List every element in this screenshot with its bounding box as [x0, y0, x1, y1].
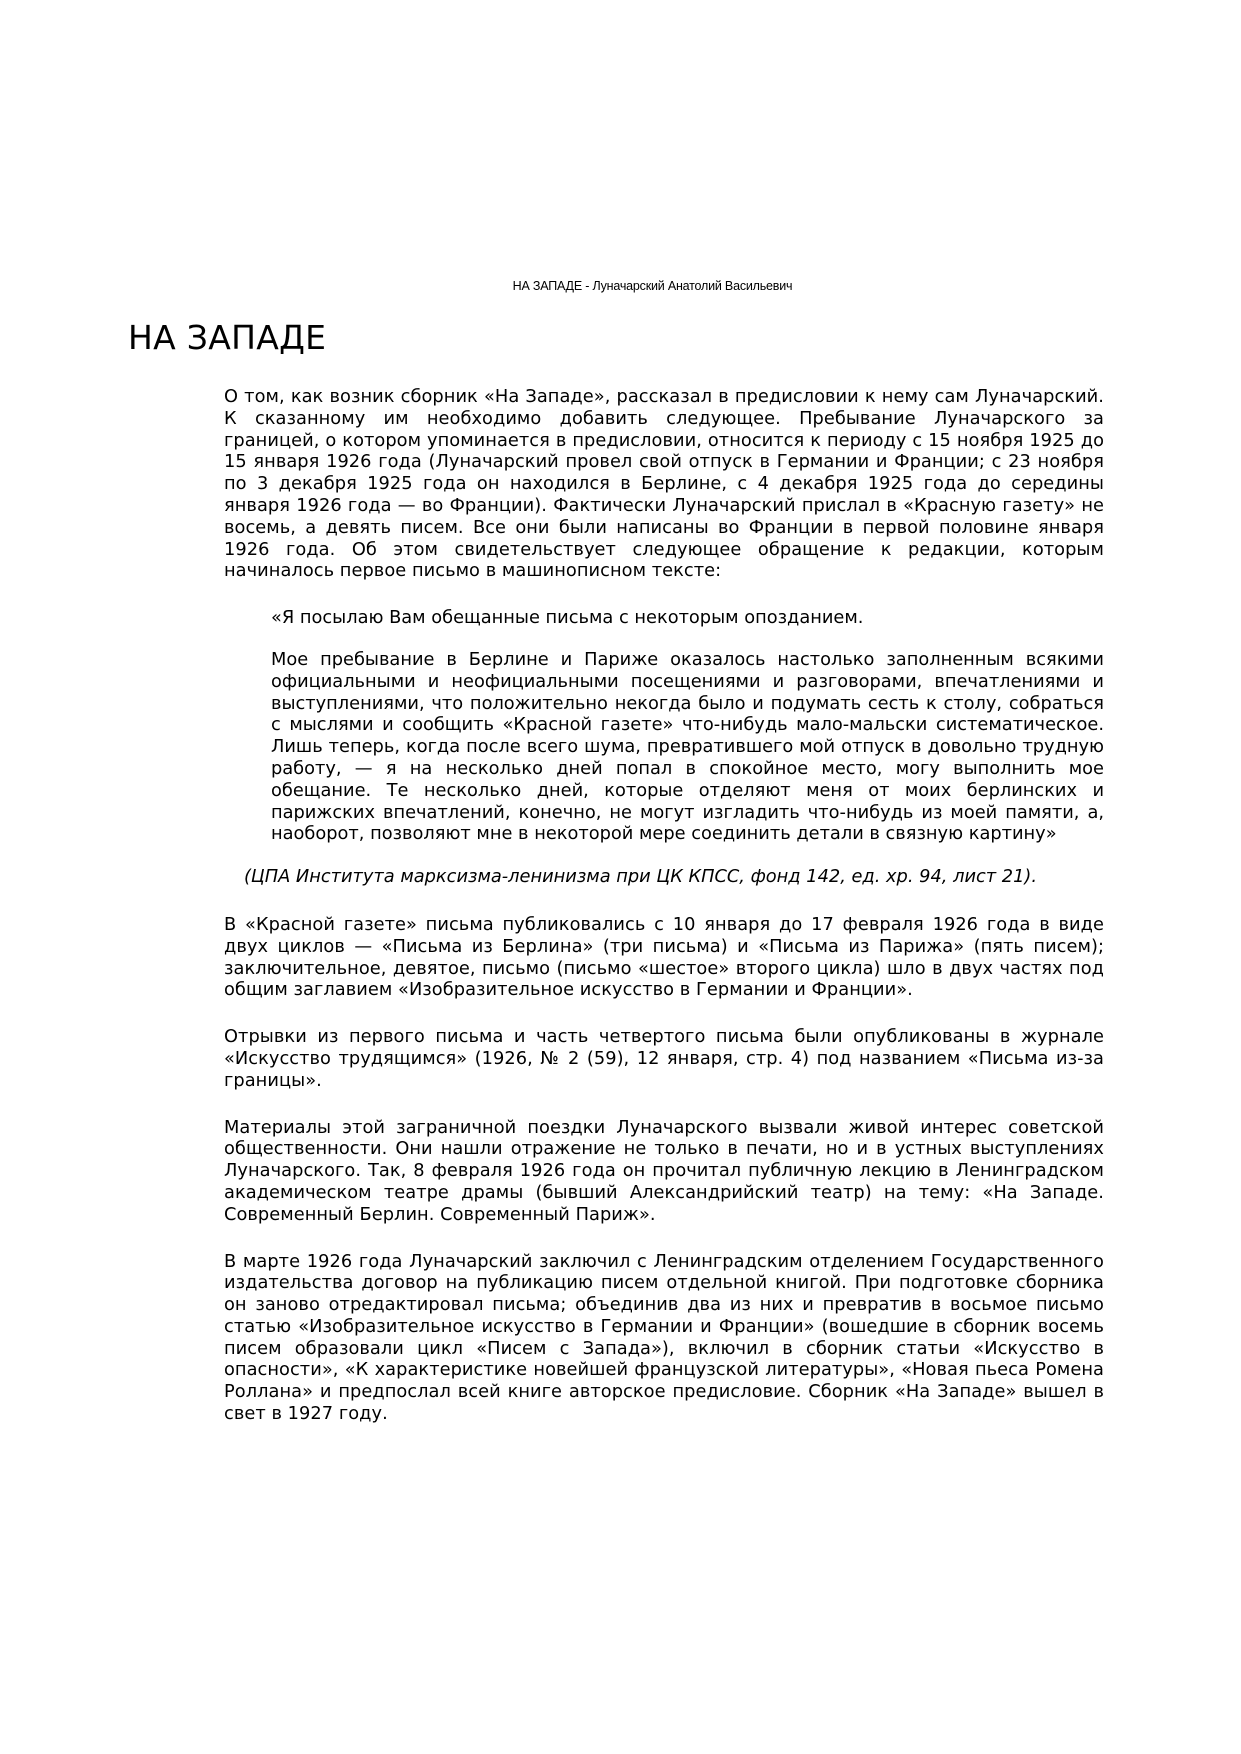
source-citation: (ЦПА Института марксизма-ленинизма при ЦК КПСС, фонд 142, ед. хр. 94, лист 21).: [244, 866, 1038, 888]
paragraph-book-edition: В марте 1926 года Луначарский заключил с Ленинградским отделением Государственного издательства договор на публикацию писем отдельной книгой. При подготовке сборника он заново отредактировал письма; объединив два из них и превратив в восьмое письмо статью «Изобразительное искусство в Германии и Франции» (вошедшие в сборник восемь писем образовали цикл «Писем с Запада»), включил в сборник статьи «Искусство в опасности», «К характеристике новейшей французской литературы», «Новая пьеса Ромена Роллана» и предпослал всей книге авторское предисловие. Сборник «На Западе» вышел в свет в 1927 году.: [224, 1250, 1104, 1425]
quote-body: Мое пребывание в Берлине и Париже оказалось настолько заполненным всякими официальными и неофициальными посещениями и разговорами, впечатлениями и выступлениями, что положительно некогда было и подумать сесть к столу, собраться с мыслями и сообщить «Красной газете» что-нибудь мало-мальски систематическое. Лишь теперь, когда после всего шума, превратившего мой отпуск в довольно трудную работу, — я на несколько дней попал в спокойное место, могу выполнить мое обещание. Те несколько дней, которые отделяют меня от моих берлинских и парижских впечатлений, конечно, не могут изгладить что-нибудь из моей памяти, а, наоборот, позволяют мне в некоторой мере соединить детали в связную картину»: [271, 648, 1104, 845]
paragraph-intro: О том, как возник сборник «На Западе», рассказал в предисловии к нему сам Луначарский. К сказанному им необходимо добавить следующее. Пребывание Луначарского за границей, о котором упоминается в предисловии, относится к периоду с 15 ноября 1925 до 15 января 1926 года (Луначарский провел свой отпуск в Германии и Франции; с 23 ноября по 3 декабря 1925 года он находился в Берлине, с 4 декабря 1925 года до середины января 1926 года — во Франции). Фактически Луначарский прислал в «Красную газету» не восемь, а девять писем. Все они были написаны во Франции в первой половине января 1926 года. Об этом свидетельствует следующее обращение к редакции, которым начиналось первое письмо в машинописном тексте:: [224, 386, 1104, 582]
page-title: НА ЗАПАДЕ: [128, 318, 327, 357]
paragraph-public-interest: Материалы этой заграничной поездки Луначарского вызвали живой интерес советской общественности. Они нашли отражение не только в печати, но и в устных выступлениях Луначарского. Так, 8 февраля 1926 года он прочитал публичную лекцию в Ленинградском академическом театре драмы (бывший Александрийский театр) на тему: «На Западе. Современный Берлин. Современный Париж».: [224, 1116, 1104, 1225]
quote-opening-line: «Я посылаю Вам обещанные письма с некоторым опозданием.: [271, 607, 864, 629]
running-header: НА ЗАПАДЕ - Луначарский Анатолий Васильевич: [512, 279, 793, 293]
document-body: [224, 386, 1104, 1450]
paragraph-excerpts: Отрывки из первого письма и часть четвертого письма были опубликованы в журнале «Искусство трудящимся» (1926, № 2 (59), 12 января, стр. 4) под названием «Письма из-за границы».: [224, 1026, 1104, 1091]
paragraph-publication: В «Красной газете» письма публиковались с 10 января до 17 февраля 1926 года в виде двух циклов — «Письма из Берлина» (три письма) и «Письма из Парижа» (пять писем); заключительное, девятое, письмо (письмо «шестое» второго цикла) шло в двух частях под общим заглавием «Изобразительное искусство в Германии и Франции».: [224, 913, 1104, 1001]
